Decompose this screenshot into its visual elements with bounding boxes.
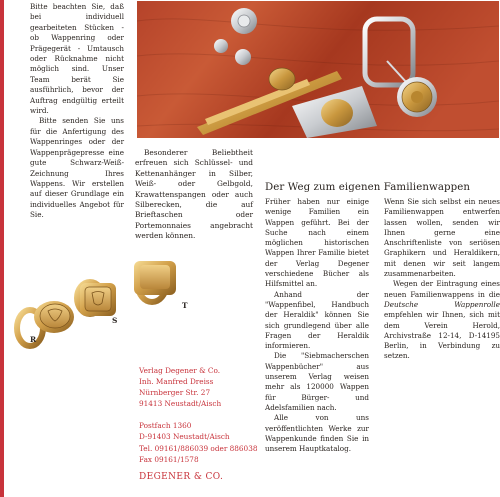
article-text: empfehlen wir Ihnen, sich mit dem Verein Herold, Archivstraße 12-14, D-14195 Berlin, in Verbindung zu setzen. <box>384 310 500 361</box>
article-paragraph: Anhand der "Wappenfibel, Handbuch der Heraldik" können Sie sich grundlegend über alle Fragen der Heraldik informieren. <box>265 289 369 351</box>
ring-label-r: R <box>30 335 37 344</box>
article-paragraph: Wenn Sie sich selbst ein neues Familienwappen entwerfen lassen wollen, senden wir Ihnen gerne eine Anschriftenliste von seriösen Graphikern und Heraldikern, mit denen wir seit langem zusammenarbeiten. <box>384 197 500 279</box>
contact-line: D-91403 Neustadt/Aisch <box>139 432 230 442</box>
contact-line: Tel. 09161/886039 oder 886038 <box>139 443 258 453</box>
jewelry-photo <box>137 1 499 138</box>
intro-text <box>30 2 124 221</box>
ring-label-t: T <box>182 301 188 310</box>
contact-line: Fax 09161/1578 <box>139 454 199 464</box>
ring-r <box>17 301 74 346</box>
ring-label-s: S <box>112 316 118 325</box>
address-line: Verlag Degener & Co. <box>139 366 221 375</box>
article-paragraph: Alle von uns veröffentlichten Werke zur Wappenkunde finden Sie in unserem Hauptkatalog. <box>265 413 369 454</box>
intro-paragraph-2: Bitte senden Sie uns für die Anfertigung des Wappenringes oder der Wappenprägepresse eine gute Schwarz-Weiß-Zeichnung Ihres Wappens. Wir erstellen auf dieser Grundlage ein individuelles Angebot für Sie. <box>30 116 124 220</box>
article-heading: Der Weg zum eigenen Familienwappen <box>265 182 471 193</box>
brand-name: DEGENER & CO. <box>139 472 224 482</box>
silver-brooch <box>231 8 257 34</box>
article-text: Wegen der Eintragung eines neuen Familienwappens in die <box>384 279 500 299</box>
address-line: Inh. Manfred Dreiss <box>139 377 214 387</box>
signet-rings-photo <box>2 235 242 365</box>
signet-rings-illustration <box>2 235 242 365</box>
wappenrolle-title: Deutsche Wappenrolle <box>384 299 500 309</box>
address-line: Nürnberger Str. 27 <box>139 388 211 398</box>
article-paragraph: Früher haben nur einige wenige Familien ein Wappen geführt. Bei der Suche nach einem möglichen historischen Wappen Ihrer Familie bietet der Verlag Degener verschiedene Bücher als Hilfsmittel an. <box>265 197 369 289</box>
caption-text: Besonderer Beliebtheit erfreuen sich Schlüssel- und Kettenanhänger in Silber, Weiß- oder Gelbgold, Krawattenspangen oder auch Silberecken, die auf Brieftaschen oder Portemonnaies angebracht werden können. <box>135 148 253 241</box>
publisher-address <box>139 365 289 465</box>
address-line: 91413 Neustadt/Aisch <box>139 399 222 409</box>
article-paragraph <box>384 279 500 361</box>
article-column-right <box>384 197 500 362</box>
jewelry-photo-illustration <box>137 1 499 138</box>
ring-s <box>77 282 116 316</box>
photo-caption <box>135 148 253 242</box>
article-paragraph: Die "Siebmacherschen Wappenbücher" aus unserem Verlag weisen mehr als 120000 Wappen für Bürger- und Adelsfamilien nach. <box>265 351 369 412</box>
intro-paragraph-1: Bitte beachten Sie, daß bei individuell gearbeiteten Stücken - ob Wappenring oder Prägegerät - Umtausch oder Rücknahme nicht möglich sind. Unser Team berät Sie ausführlich, bevor der Auftrag endgültig erteilt wird. <box>30 2 124 116</box>
contact-line: Postfach 1360 <box>139 421 192 431</box>
ring-t <box>134 261 176 302</box>
